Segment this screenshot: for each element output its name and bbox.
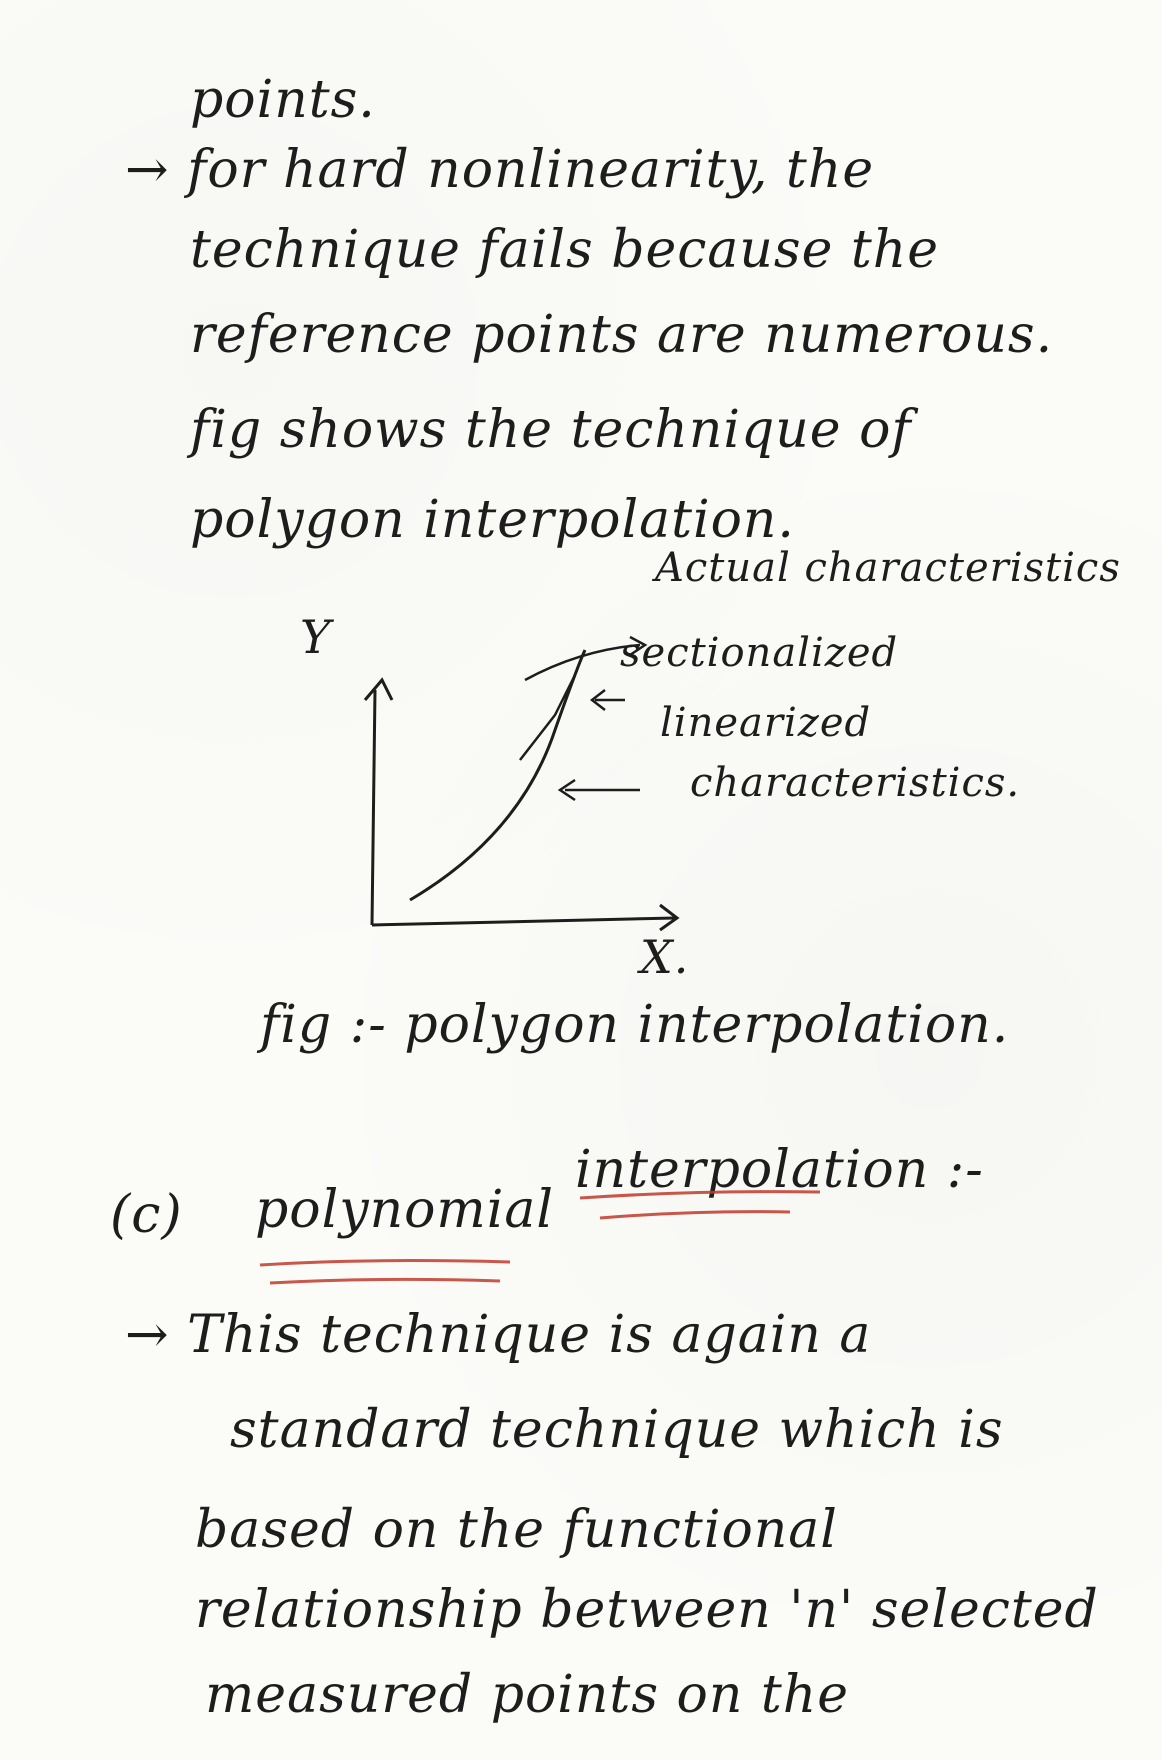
text-line-again-a: → This technique is again a: [125, 1305, 872, 1365]
section-heading-word2: interpolation :-: [575, 1140, 984, 1200]
text-line-based-on: based on the functional: [195, 1500, 838, 1560]
y-axis-label: Y: [300, 610, 332, 664]
underline-polynomial-2: [270, 1279, 500, 1283]
label-linearized: linearized: [660, 700, 872, 746]
text-line-relationship: relationship between 'n' selected: [195, 1580, 1099, 1640]
actual-characteristic-curve: [410, 650, 585, 900]
y-axis-line: [372, 690, 375, 925]
label-characteristics: characteristics.: [690, 760, 1021, 806]
x-axis-label: X.: [640, 930, 690, 984]
x-axis-line: [372, 918, 675, 925]
x-axis-arrow: [660, 905, 677, 930]
text-line-hard-nonlinearity: → for hard nonlinearity, the: [125, 140, 875, 200]
text-line-reference-points: reference points are numerous.: [190, 305, 1054, 365]
sectionalized-segments: [520, 675, 575, 760]
y-axis-arrow: [365, 680, 392, 700]
text-line-standard-technique: standard technique which is: [230, 1400, 1004, 1460]
section-prefix: (c): [110, 1185, 183, 1245]
text-line-points: points.: [190, 70, 376, 130]
section-heading-word1: polynomial: [255, 1180, 554, 1240]
label-sectionalized: sectionalized: [620, 630, 899, 676]
text-line-measured-points: measured points on the: [205, 1665, 850, 1725]
underline-interpolation-2: [600, 1212, 790, 1218]
underline-polynomial-1: [260, 1261, 510, 1265]
text-line-fig-shows: fig shows the technique of: [190, 400, 912, 460]
text-line-polygon-interpolation: polygon interpolation.: [190, 490, 795, 550]
label-actual-characteristics: Actual characteristics: [655, 545, 1121, 591]
figure-caption: fig :- polygon interpolation.: [260, 995, 1010, 1055]
text-line-technique-fails: technique fails because the: [190, 220, 940, 280]
